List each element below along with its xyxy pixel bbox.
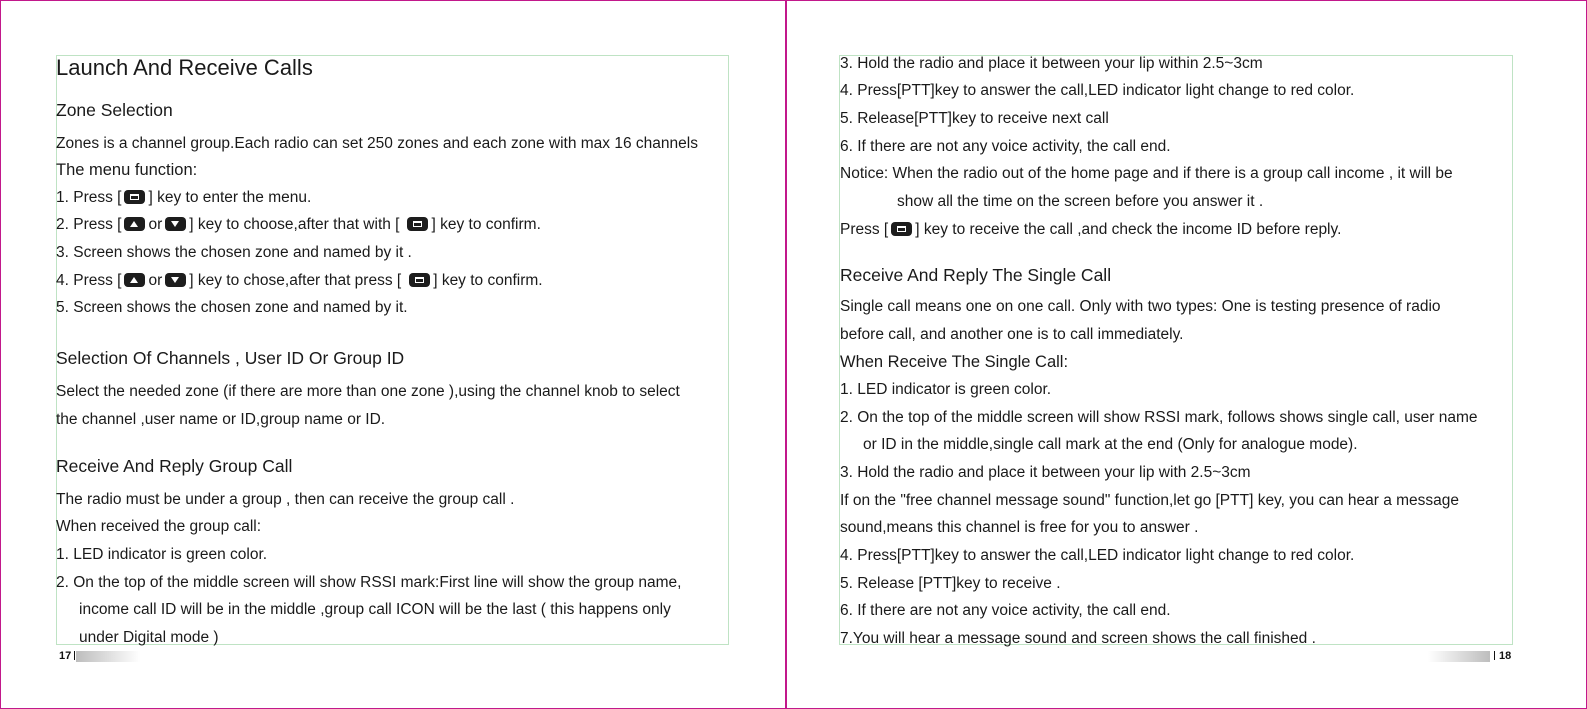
page-number-text: 18 — [1499, 650, 1512, 662]
single-line-10: 4. Press[PTT]key to answer the call,LED indicator light change to red color. — [840, 547, 1355, 564]
zone-step-5: 5. Screen shows the chosen zone and named by it. — [56, 299, 408, 316]
menu-key-icon — [407, 217, 428, 231]
group-line-5: income call ID will be in the middle ,group call ICON will be the last ( this happens only — [79, 601, 671, 618]
down-key-icon — [165, 217, 186, 231]
group-line-6: under Digital mode ) — [79, 629, 219, 646]
step-text: ] key to confirm. — [431, 216, 541, 233]
left-page-number — [59, 650, 75, 662]
right-line-3: 5. Release[PTT]key to receive next call — [840, 110, 1109, 127]
up-key-icon — [124, 217, 145, 231]
step-text: ] key to chose,after that press [ — [189, 272, 402, 289]
group-line-3: 1. LED indicator is green color. — [56, 546, 268, 563]
menu-key-icon — [409, 273, 430, 287]
single-line-5: 2. On the top of the middle screen will show RSSI mark, follows shows single call, user name — [840, 409, 1478, 426]
book-spine — [785, 0, 787, 709]
notice-line-2: show all the time on the screen before you answer it . — [897, 193, 1264, 210]
single-line-7: 3. Hold the radio and place it between your lip with 2.5~3cm — [840, 464, 1251, 481]
zone-step-4 — [56, 272, 543, 290]
group-line-1: The radio must be under a group , then can receive the group call . — [56, 491, 515, 508]
right-line-4: 6. If there are not any voice activity, the call end. — [840, 138, 1171, 155]
channels-line-2: the channel ,user name or ID,group name or ID. — [56, 411, 386, 428]
single-line-2: before call, and another one is to call immediately. — [840, 326, 1184, 343]
right-page-number — [1494, 650, 1511, 662]
single-line-9: sound,means this channel is free for you to answer . — [840, 519, 1199, 536]
single-line-12: 6. If there are not any voice activity, the call end. — [840, 602, 1171, 619]
page-number-text: 17 — [59, 650, 72, 662]
single-line-3: When Receive The Single Call: — [840, 353, 1069, 371]
step-text: ] key to receive the call ,and check the income ID before reply. — [915, 221, 1342, 238]
single-call-heading: Receive And Reply The Single Call — [840, 265, 1112, 285]
right-page-bar — [1428, 651, 1490, 662]
step-text: or — [148, 216, 163, 233]
left-page-bar — [76, 651, 140, 662]
zone-step-1 — [56, 189, 311, 207]
zone-step-2 — [56, 216, 541, 234]
right-line-2: 4. Press[PTT]key to answer the call,LED indicator light change to red color. — [840, 82, 1355, 99]
single-line-1: Single call means one on one call. Only with two types: One is testing presence of radio — [840, 298, 1441, 315]
channels-heading: Selection Of Channels , User ID Or Group ID — [56, 348, 405, 368]
single-line-11: 5. Release [PTT]key to receive . — [840, 575, 1061, 592]
single-line-6: or ID in the middle,single call mark at the end (Only for analogue mode). — [863, 436, 1358, 453]
step-text: ] key to choose,after that with [ — [189, 216, 400, 233]
step-text: ] key to confirm. — [433, 272, 543, 289]
zone-selection-heading: Zone Selection — [56, 100, 173, 120]
menu-key-icon — [124, 190, 145, 204]
zone-intro: Zones is a channel group.Each radio can set 250 zones and each zone with max 16 channels — [56, 135, 698, 152]
down-key-icon — [165, 273, 186, 287]
single-line-13: 7.You will hear a message sound and screen shows the call finished . — [840, 630, 1316, 647]
up-key-icon — [124, 273, 145, 287]
channels-line-1: Select the needed zone (if there are more than one zone ),using the channel knob to select — [56, 383, 680, 400]
notice-line-1: Notice: When the radio out of the home page and if there is a group call income , it will be — [840, 165, 1453, 182]
step-text: Press [ — [840, 221, 889, 238]
single-line-8: If on the "free channel message sound" function,let go [PTT] key, you can hear a message — [840, 492, 1460, 509]
page-title: Launch And Receive Calls — [56, 55, 313, 80]
group-call-heading: Receive And Reply Group Call — [56, 456, 293, 476]
step-text: ] key to enter the menu. — [148, 189, 312, 206]
group-line-4: 2. On the top of the middle screen will show RSSI mark:First line will show the group name, — [56, 574, 682, 591]
press-key-line — [840, 221, 1341, 239]
right-line-1: 3. Hold the radio and place it between your lip within 2.5~3cm — [840, 55, 1263, 72]
step-text: 4. Press [ — [56, 272, 122, 289]
step-text: or — [148, 272, 163, 289]
single-line-4: 1. LED indicator is green color. — [840, 381, 1052, 398]
group-line-2: When received the group call: — [56, 518, 262, 535]
menu-key-icon — [891, 222, 912, 236]
menu-function-label: The menu function: — [56, 161, 198, 179]
zone-step-3: 3. Screen shows the chosen zone and named by it . — [56, 244, 412, 261]
page-number-separator — [1494, 651, 1495, 660]
step-text: 2. Press [ — [56, 216, 122, 233]
step-text: 1. Press [ — [56, 189, 122, 206]
